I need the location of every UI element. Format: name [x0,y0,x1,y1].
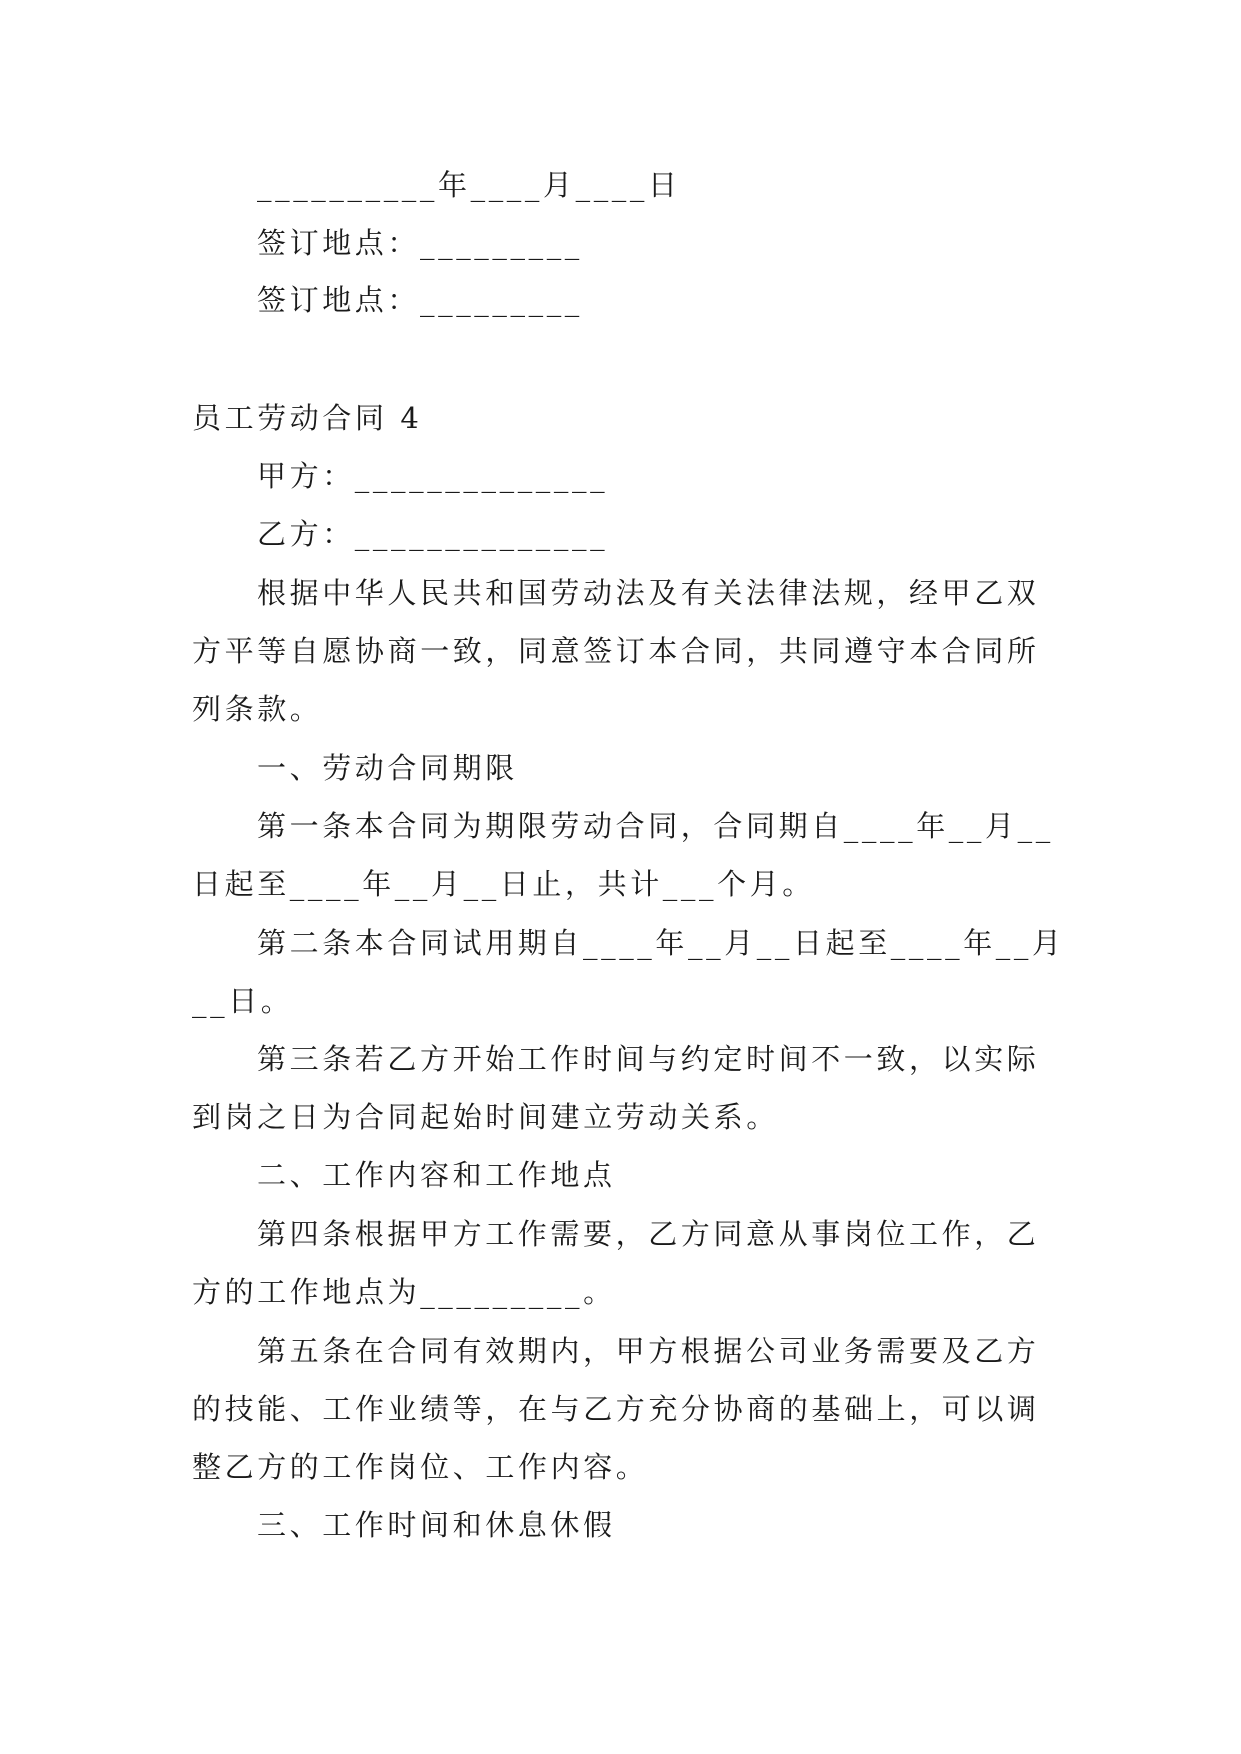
article-2-line: __日。 [192,984,294,1018]
party-b-line: 乙方：______________ [257,517,609,551]
article-5-line: 的技能、工作业绩等，在与乙方充分协商的基础上，可以调 [192,1392,1040,1426]
article-1-line: 第一条本合同为期限劳动合同，合同期自____年__月__ [257,809,1054,843]
section-heading: 三、工作时间和休息休假 [257,1508,616,1542]
article-4-line: 方的工作地点为_________。 [192,1275,616,1309]
signing-place-line: 签订地点：_________ [257,226,583,260]
article-1-line: 日起至____年__月__日止，共计___个月。 [192,867,815,901]
preamble-paragraph-line: 根据中华人民共和国劳动法及有关法律法规，经甲乙双 [257,576,1040,610]
preamble-paragraph-line: 列条款。 [192,692,323,726]
article-5-line: 第五条在合同有效期内，甲方根据公司业务需要及乙方 [257,1334,1040,1368]
article-4-line: 第四条根据甲方工作需要，乙方同意从事岗位工作，乙 [257,1217,1040,1251]
preamble-paragraph-line: 方平等自愿协商一致，同意签订本合同，共同遵守本合同所 [192,634,1040,668]
section-heading: 二、工作内容和工作地点 [257,1158,616,1192]
date-blank-line: __________年____月____日 [257,168,681,202]
article-3-line: 第三条若乙方开始工作时间与约定时间不一致，以实际 [257,1042,1040,1076]
article-2-line: 第二条本合同试用期自____年__月__日起至____年__月 [257,926,1065,960]
article-3-line: 到岗之日为合同起始时间建立劳动关系。 [192,1100,779,1134]
contract-title: 员工劳动合同 4 [192,401,423,435]
party-a-line: 甲方：______________ [257,459,609,493]
section-heading: 一、劳动合同期限 [257,751,518,785]
signing-place-line: 签订地点：_________ [257,283,583,317]
article-5-line: 整乙方的工作岗位、工作内容。 [192,1450,649,1484]
